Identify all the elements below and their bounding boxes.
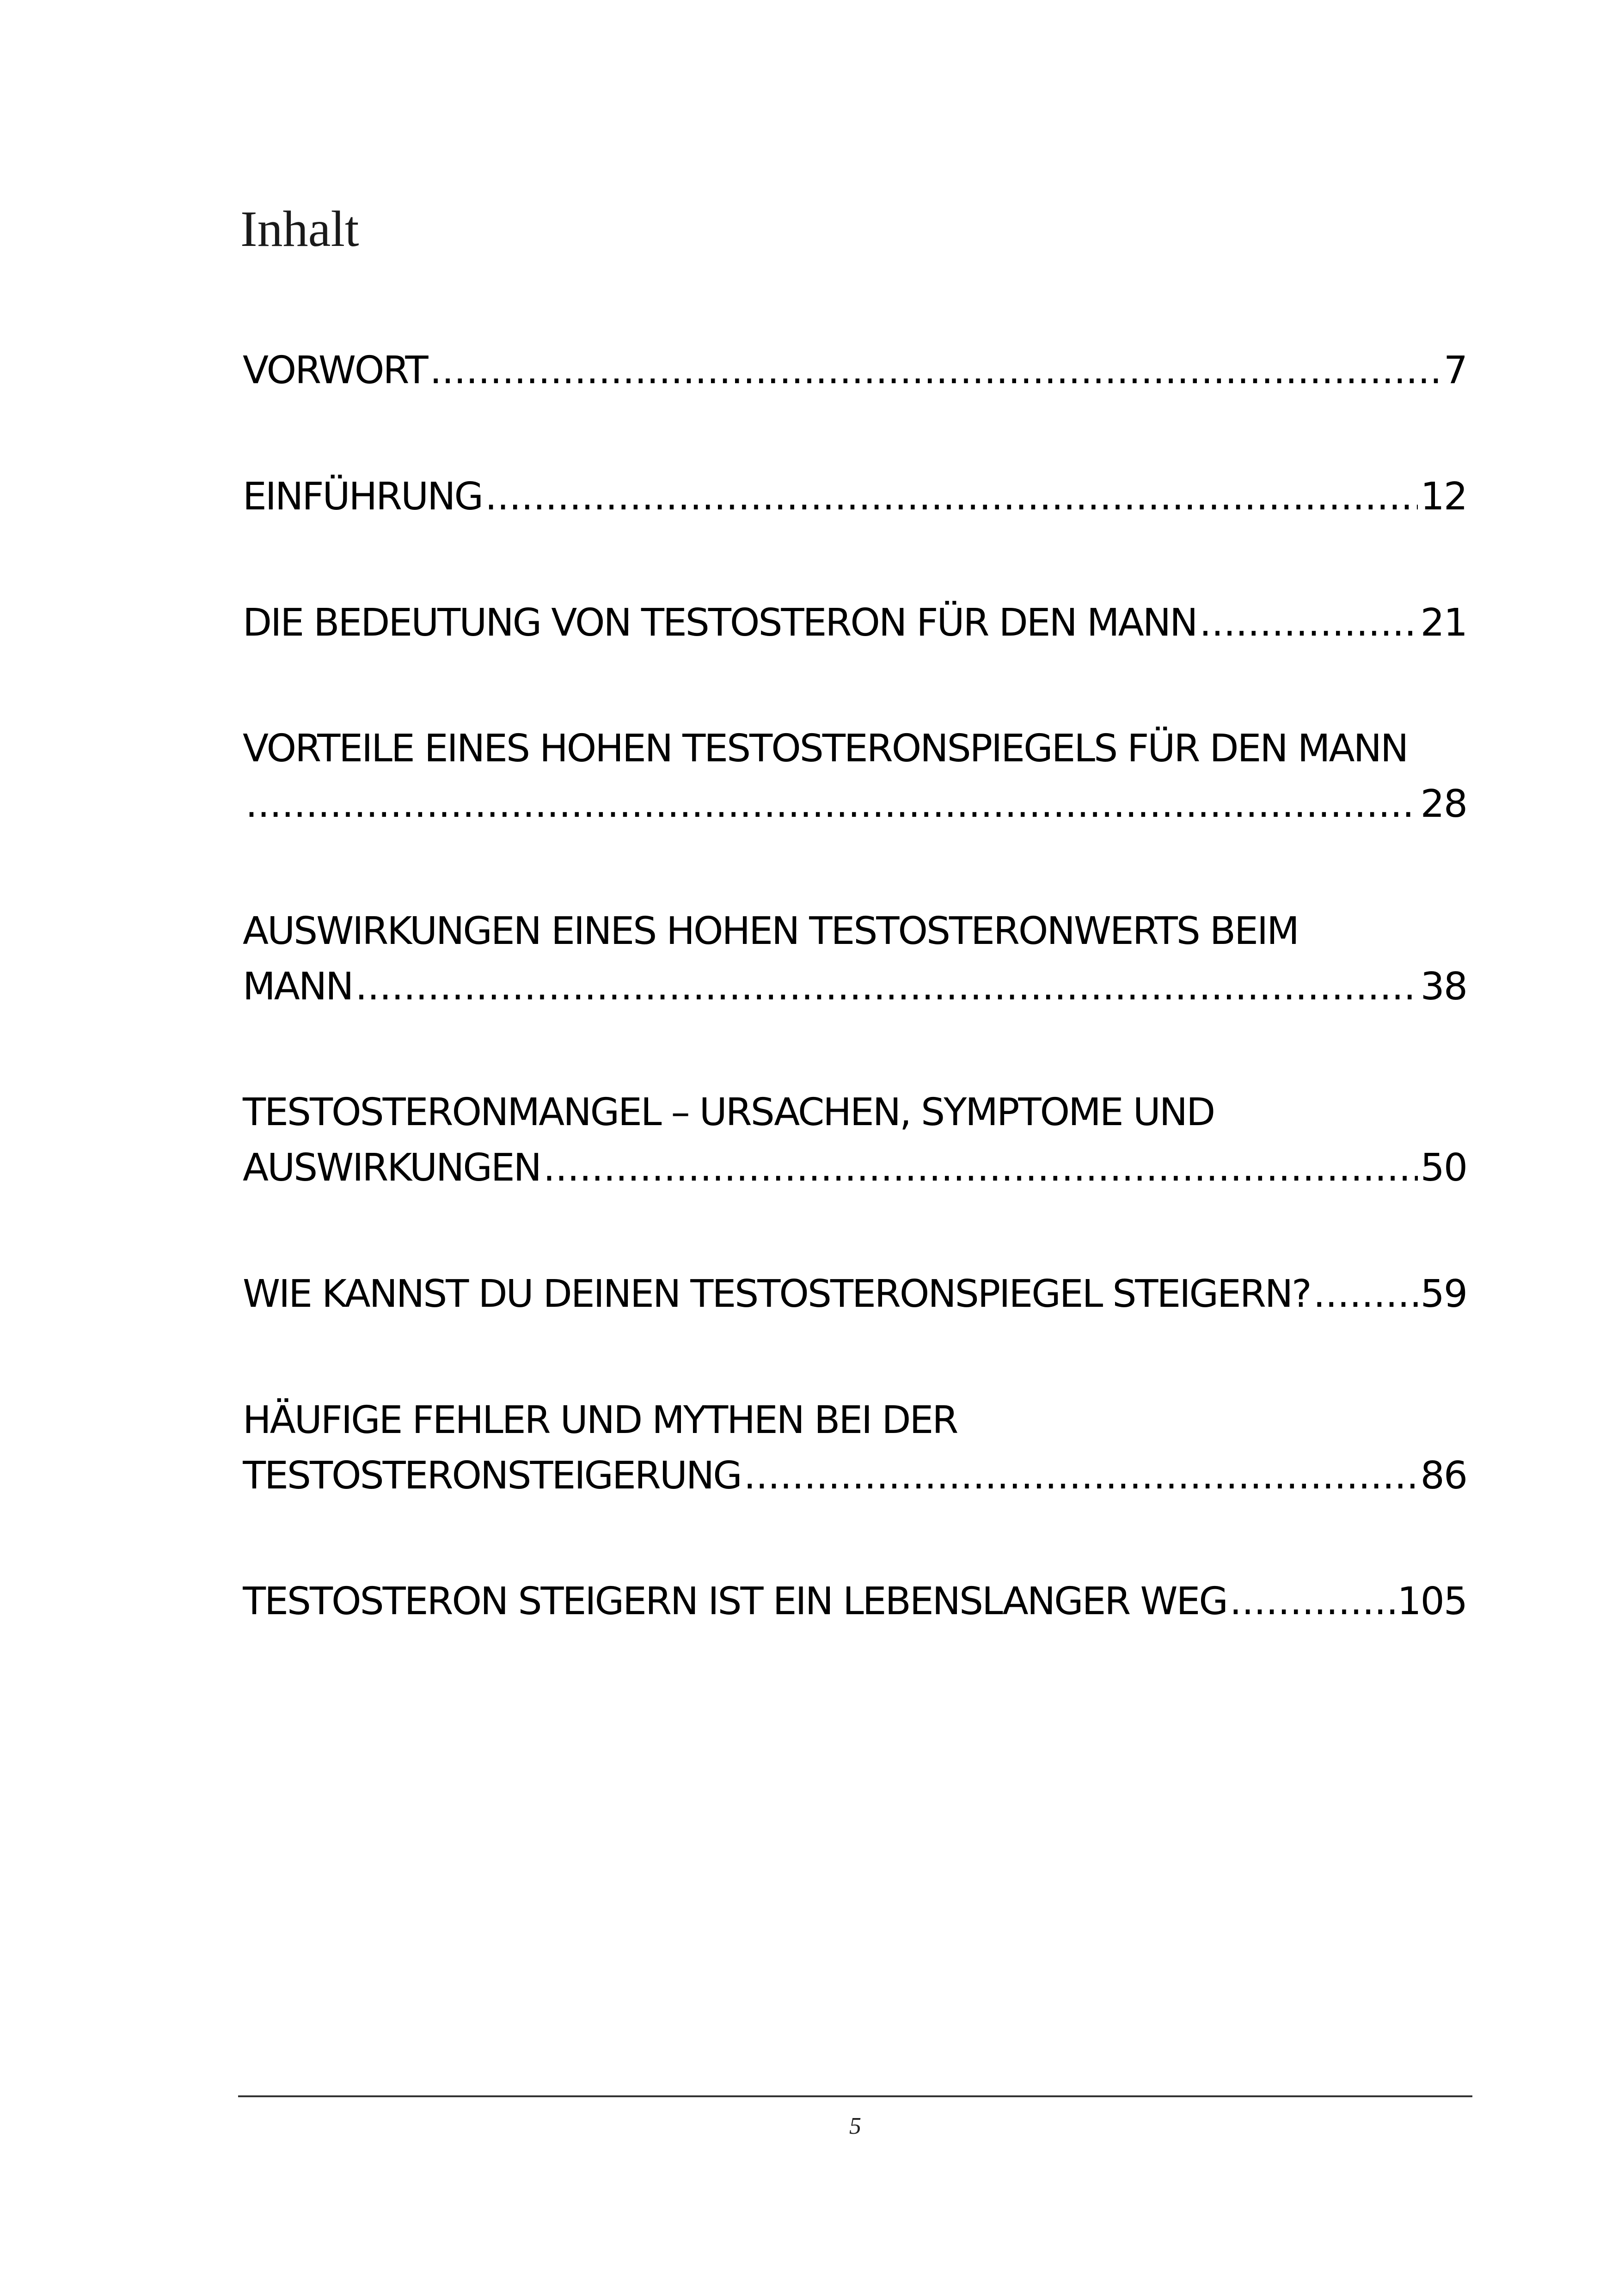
toc-entry-page: 12 <box>1420 475 1467 519</box>
toc-line <box>243 777 1467 832</box>
toc-line <box>243 595 1467 651</box>
toc-entry-page: 86 <box>1420 1454 1467 1498</box>
dot-leader <box>430 343 1441 398</box>
toc-entry-lebenslanger-weg[interactable] <box>243 1574 1467 1629</box>
dot-leader <box>744 1448 1418 1504</box>
toc-entry-steigern[interactable] <box>243 1267 1467 1322</box>
toc-entry-auswirkungen-hoch[interactable] <box>243 904 1467 1015</box>
toc-entry-page: 105 <box>1397 1580 1467 1623</box>
toc-entry-page: 21 <box>1420 601 1467 645</box>
toc-line <box>243 1140 1467 1196</box>
toc-entry-title: VORWORT <box>243 349 427 392</box>
dot-leader <box>1313 1267 1418 1322</box>
toc-line <box>243 959 1467 1015</box>
toc-entry-einfuehrung[interactable] <box>243 469 1467 525</box>
toc-entry-title-line1: TESTOSTERONMANGEL – URSACHEN, SYMPTOME UND <box>243 1090 1214 1134</box>
toc-entry-title: TESTOSTERONSTEIGERUNG <box>243 1454 741 1498</box>
toc-entry-title: WIE KANNST DU DEINEN TESTOSTERONSPIEGEL STEIGERN? <box>243 1272 1311 1316</box>
dot-leader <box>1199 595 1417 651</box>
toc-entry-page: 59 <box>1420 1272 1467 1316</box>
toc-line <box>243 469 1467 525</box>
toc-entry-title: MANN <box>243 965 353 1009</box>
dot-leader <box>485 469 1418 525</box>
toc-entry-title-line1: VORTEILE EINES HOHEN TESTOSTERONSPIEGELS FÜR DEN MANN <box>243 727 1408 771</box>
toc-entry-bedeutung[interactable] <box>243 595 1467 651</box>
dot-leader <box>1230 1574 1395 1629</box>
toc-entry-title: DIE BEDEUTUNG VON TESTOSTERON FÜR DEN MANN <box>243 601 1197 645</box>
dot-leader <box>355 959 1418 1015</box>
page-number: 5 <box>849 2113 861 2139</box>
toc-entry-page: 38 <box>1420 965 1467 1009</box>
toc-entry-title-line1: AUSWIRKUNGEN EINES HOHEN TESTOSTERONWERTS BEIM <box>243 909 1298 953</box>
toc-entry-title: TESTOSTERON STEIGERN IST EIN LEBENSLANGER WEG <box>243 1580 1227 1623</box>
toc-line <box>243 1448 1467 1504</box>
toc-entry-title: EINFÜHRUNG <box>243 475 483 519</box>
toc-line <box>243 1574 1467 1629</box>
footer-divider <box>238 2095 1472 2097</box>
toc-line <box>243 343 1467 398</box>
dot-leader <box>543 1140 1418 1196</box>
toc-line <box>243 1267 1467 1322</box>
toc-entry-page: 28 <box>1420 782 1467 826</box>
toc-entry-page: 50 <box>1420 1146 1467 1190</box>
toc-entry-vorwort[interactable] <box>243 343 1467 398</box>
toc-entry-testosteronmangel[interactable] <box>243 1085 1467 1196</box>
toc-entry-title-line1: HÄUFIGE FEHLER UND MYTHEN BEI DER <box>243 1398 957 1442</box>
toc-entry-vorteile[interactable] <box>243 721 1467 832</box>
toc-entry-page: 7 <box>1443 349 1467 392</box>
page-title: Inhalt <box>240 201 359 257</box>
toc-entry-fehler-mythen[interactable] <box>243 1393 1467 1504</box>
toc-entry-title: AUSWIRKUNGEN <box>243 1146 541 1190</box>
dot-leader <box>245 777 1418 832</box>
